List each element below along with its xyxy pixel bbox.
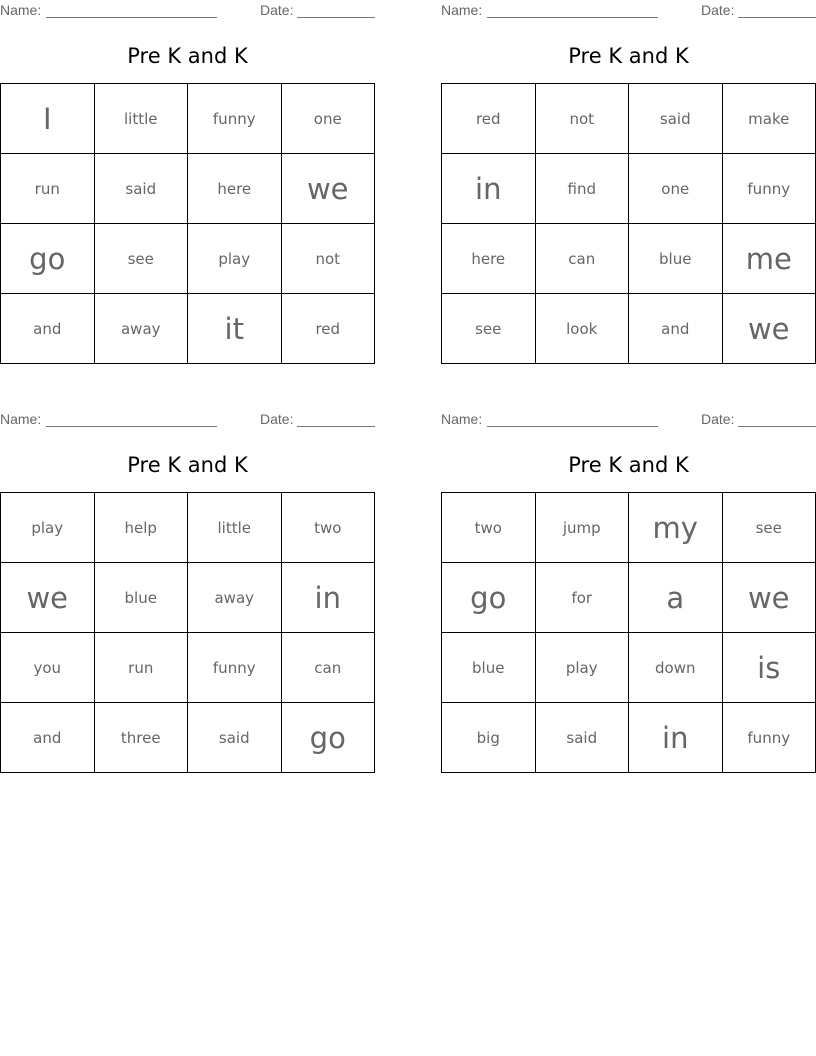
word-cell: blue	[94, 563, 188, 633]
bingo-card	[0, 411, 375, 755]
name-label: Name:	[441, 2, 483, 18]
date-label: Date:	[260, 411, 294, 427]
word-cell: a	[629, 563, 723, 633]
word-grid	[0, 83, 375, 364]
word-grid	[441, 492, 816, 773]
card-title: Pre K and K	[568, 44, 689, 68]
name-blank	[487, 17, 658, 18]
word-cell: in	[629, 703, 723, 773]
name-date-row	[441, 411, 816, 429]
word-cell: see	[94, 224, 188, 294]
name-blank	[487, 426, 658, 427]
word-cell: red	[281, 294, 375, 364]
word-cell: we	[1, 563, 95, 633]
word-cell: run	[94, 633, 188, 703]
grid-row	[1, 224, 375, 294]
word-cell: it	[188, 294, 282, 364]
word-cell: for	[535, 563, 629, 633]
word-cell: said	[94, 154, 188, 224]
name-blank	[46, 426, 217, 427]
word-cell: away	[188, 563, 282, 633]
word-cell: away	[94, 294, 188, 364]
word-cell: go	[442, 563, 536, 633]
word-cell: my	[629, 493, 723, 563]
word-cell: and	[629, 294, 723, 364]
date-blank	[738, 17, 816, 18]
word-cell: play	[1, 493, 95, 563]
grid-row	[442, 493, 816, 563]
date-label: Date:	[701, 2, 735, 18]
grid-row	[442, 84, 816, 154]
word-cell: look	[535, 294, 629, 364]
word-cell: two	[442, 493, 536, 563]
grid-row	[442, 563, 816, 633]
word-cell: one	[629, 154, 723, 224]
word-cell: in	[442, 154, 536, 224]
word-cell: funny	[188, 633, 282, 703]
grid-row	[1, 703, 375, 773]
card-title: Pre K and K	[127, 44, 248, 68]
word-cell: we	[722, 563, 816, 633]
grid-row	[442, 633, 816, 703]
word-cell: and	[1, 703, 95, 773]
word-cell: we	[281, 154, 375, 224]
word-cell: can	[535, 224, 629, 294]
grid-row	[1, 154, 375, 224]
word-cell: go	[281, 703, 375, 773]
grid-row	[442, 224, 816, 294]
bingo-card	[0, 2, 375, 346]
word-cell: two	[281, 493, 375, 563]
word-cell: funny	[722, 703, 816, 773]
grid-row	[1, 493, 375, 563]
word-cell: here	[188, 154, 282, 224]
name-date-row	[0, 411, 375, 429]
bingo-card	[441, 411, 816, 755]
card-title: Pre K and K	[568, 453, 689, 477]
word-cell: play	[188, 224, 282, 294]
word-cell: you	[1, 633, 95, 703]
word-cell: funny	[188, 84, 282, 154]
word-cell: jump	[535, 493, 629, 563]
grid-row	[442, 294, 816, 364]
word-cell: help	[94, 493, 188, 563]
word-cell: not	[281, 224, 375, 294]
word-cell: find	[535, 154, 629, 224]
date-blank	[738, 426, 816, 427]
word-cell: blue	[442, 633, 536, 703]
word-cell: blue	[629, 224, 723, 294]
word-cell: one	[281, 84, 375, 154]
date-blank	[297, 17, 375, 18]
word-cell: said	[535, 703, 629, 773]
word-cell: in	[281, 563, 375, 633]
word-cell: go	[1, 224, 95, 294]
card-title: Pre K and K	[127, 453, 248, 477]
grid-row	[1, 633, 375, 703]
date-blank	[297, 426, 375, 427]
word-cell: play	[535, 633, 629, 703]
word-cell: I	[1, 84, 95, 154]
grid-row	[442, 703, 816, 773]
word-cell: said	[188, 703, 282, 773]
word-grid	[441, 83, 816, 364]
name-blank	[46, 17, 217, 18]
date-label: Date:	[260, 2, 294, 18]
word-cell: see	[722, 493, 816, 563]
word-cell: little	[188, 493, 282, 563]
name-label: Name:	[441, 411, 483, 427]
word-cell: here	[442, 224, 536, 294]
word-cell: not	[535, 84, 629, 154]
name-label: Name:	[0, 2, 42, 18]
word-cell: is	[722, 633, 816, 703]
word-cell: red	[442, 84, 536, 154]
word-grid	[0, 492, 375, 773]
grid-row	[1, 563, 375, 633]
word-cell: we	[722, 294, 816, 364]
word-cell: see	[442, 294, 536, 364]
bingo-card	[441, 2, 816, 346]
grid-row	[1, 294, 375, 364]
name-date-row	[0, 2, 375, 20]
word-cell: run	[1, 154, 95, 224]
date-label: Date:	[701, 411, 735, 427]
word-cell: can	[281, 633, 375, 703]
grid-row	[1, 84, 375, 154]
name-label: Name:	[0, 411, 42, 427]
word-cell: little	[94, 84, 188, 154]
word-cell: down	[629, 633, 723, 703]
word-cell: and	[1, 294, 95, 364]
word-cell: three	[94, 703, 188, 773]
word-cell: me	[722, 224, 816, 294]
word-cell: said	[629, 84, 723, 154]
word-cell: make	[722, 84, 816, 154]
grid-row	[442, 154, 816, 224]
word-cell: funny	[722, 154, 816, 224]
word-cell: big	[442, 703, 536, 773]
name-date-row	[441, 2, 816, 20]
